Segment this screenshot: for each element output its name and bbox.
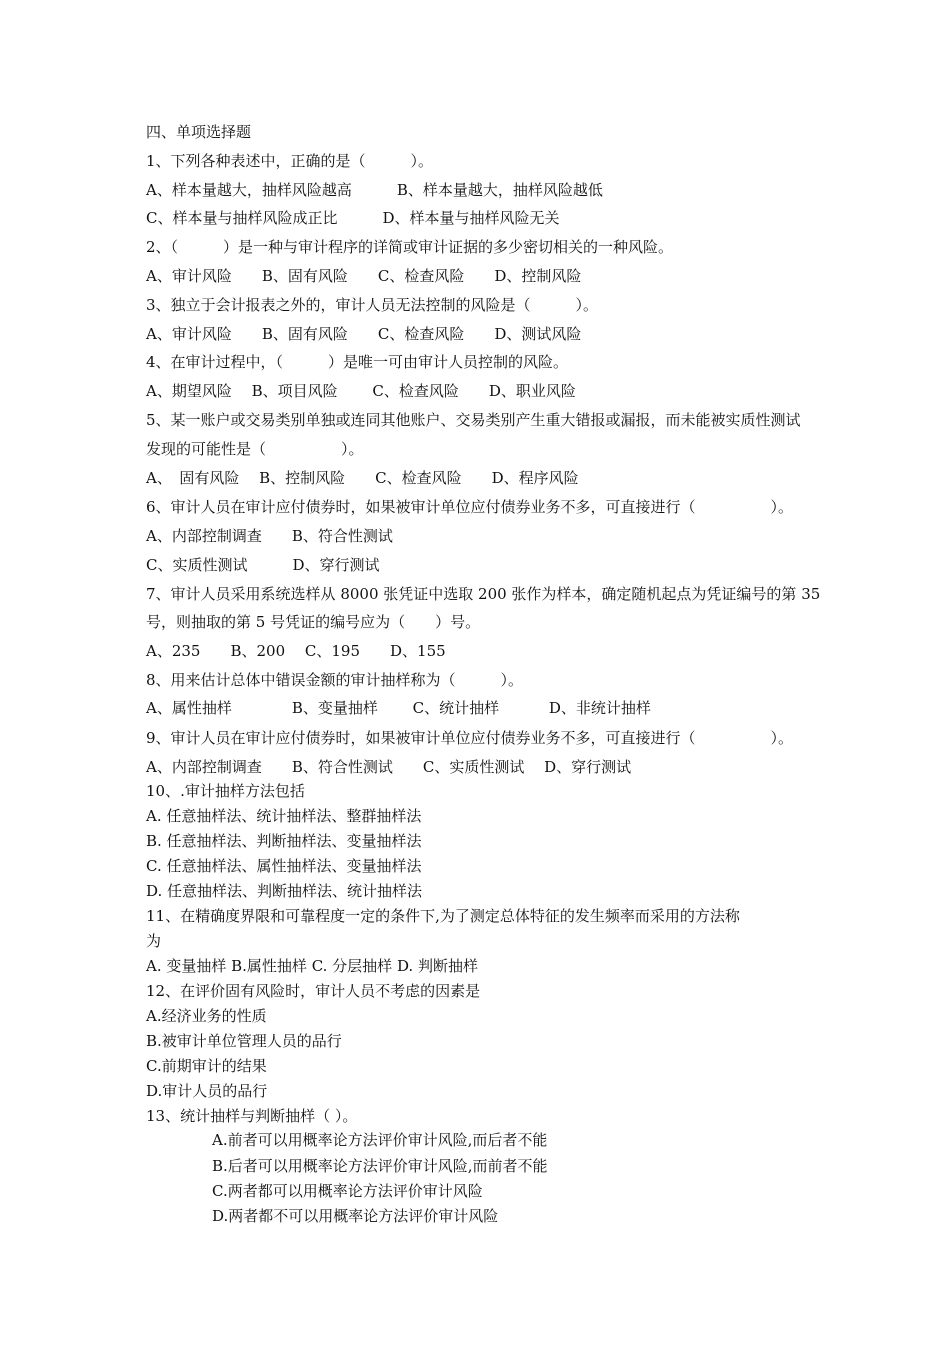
text-line: C、样本量与抽样风险成正比 D、样本量与抽样风险无关: [146, 209, 560, 227]
text-line: A、属性抽样 B、变量抽样 C、统计抽样 D、非统计抽样: [146, 699, 651, 717]
text-line: D.审计人员的品行: [146, 1082, 268, 1100]
text-line: A. 变量抽样 B.属性抽样 C. 分层抽样 D. 判断抽样: [146, 957, 478, 975]
text-line: C. 任意抽样法、属性抽样法、变量抽样法: [146, 857, 422, 875]
text-line: A、内部控制调查 B、符合性测试: [146, 527, 393, 545]
text-line: 7、审计人员采用系统选样从 8000 张凭证中选取 200 张作为样本，确定随机起点为凭证编号的第 35: [146, 585, 821, 603]
text-line: D. 任意抽样法、判断抽样法、统计抽样法: [146, 882, 423, 900]
text-line: 4、在审计过程中，（ ）是唯一可由审计人员控制的风险。: [146, 353, 569, 371]
text-line: 1、下列各种表述中，正确的是（ ）。: [146, 152, 434, 170]
section-title: 四、单项选择题: [146, 123, 252, 141]
text-line: A.经济业务的性质: [146, 1007, 267, 1025]
text-line: 12、在评价固有风险时，审计人员不考虑的因素是: [146, 982, 481, 1000]
text-line: A、审计风险 B、固有风险 C、检查风险 D、控制风险: [146, 267, 582, 285]
text-line: 8、用来估计总体中错误金额的审计抽样称为（ ）。: [146, 671, 524, 689]
text-line: 6、审计人员在审计应付债券时，如果被审计单位应付债券业务不多，可直接进行（ ）。: [146, 498, 794, 516]
text-line: D.两者都不可以用概率论方法评价审计风险: [212, 1207, 499, 1225]
text-line: 9、审计人员在审计应付债券时，如果被审计单位应付债券业务不多，可直接进行（ ）。: [146, 729, 794, 747]
text-line: 10、.审计抽样方法包括: [146, 782, 305, 800]
text-line: 号，则抽取的第 5 号凭证的编号应为（ ）号。: [146, 613, 481, 631]
text-line: 3、独立于会计报表之外的，审计人员无法控制的风险是（ ）。: [146, 296, 599, 314]
text-line: 11、在精确度界限和可靠程度一定的条件下,为了测定总体特征的发生频率而采用的方法称: [146, 907, 740, 925]
text-line: A、期望风险 B、项目风险 C、检查风险 D、职业风险: [146, 382, 576, 400]
text-line: B.被审计单位管理人员的品行: [146, 1032, 342, 1050]
text-line: A、235 B、200 C、195 D、155: [146, 642, 446, 660]
text-line: 发现的可能性是（ ）。: [146, 440, 364, 458]
text-line: C.两者都可以用概率论方法评价审计风险: [212, 1182, 483, 1200]
text-line: 为: [146, 932, 162, 950]
text-line: 2、（ ）是一种与审计程序的详简或审计证据的多少密切相关的一种风险。: [146, 238, 674, 256]
text-line: A、样本量越大，抽样风险越高 B、样本量越大，抽样风险越低: [146, 181, 603, 199]
text-line: A、审计风险 B、固有风险 C、检查风险 D、测试风险: [146, 325, 582, 343]
text-line: B. 任意抽样法、判断抽样法、变量抽样法: [146, 832, 422, 850]
text-line: 13、统计抽样与判断抽样（ ）。: [146, 1107, 358, 1125]
text-line: B.后者可以用概率论方法评价审计风险,而前者不能: [212, 1157, 548, 1175]
text-line: A.前者可以用概率论方法评价审计风险,而后者不能: [212, 1131, 548, 1149]
text-line: 5、某一账户或交易类别单独或连同其他账户、交易类别产生重大错报或漏报，而未能被实质性测试: [146, 411, 801, 429]
text-line: A、 固有风险 B、控制风险 C、检查风险 D、程序风险: [146, 469, 579, 487]
text-line: A、内部控制调查 B、符合性测试 C、实质性测试 D、穿行测试: [146, 758, 632, 776]
text-line: A. 任意抽样法、统计抽样法、整群抽样法: [146, 807, 422, 825]
text-line: C、实质性测试 D、穿行测试: [146, 556, 380, 574]
text-line: C.前期审计的结果: [146, 1057, 267, 1075]
